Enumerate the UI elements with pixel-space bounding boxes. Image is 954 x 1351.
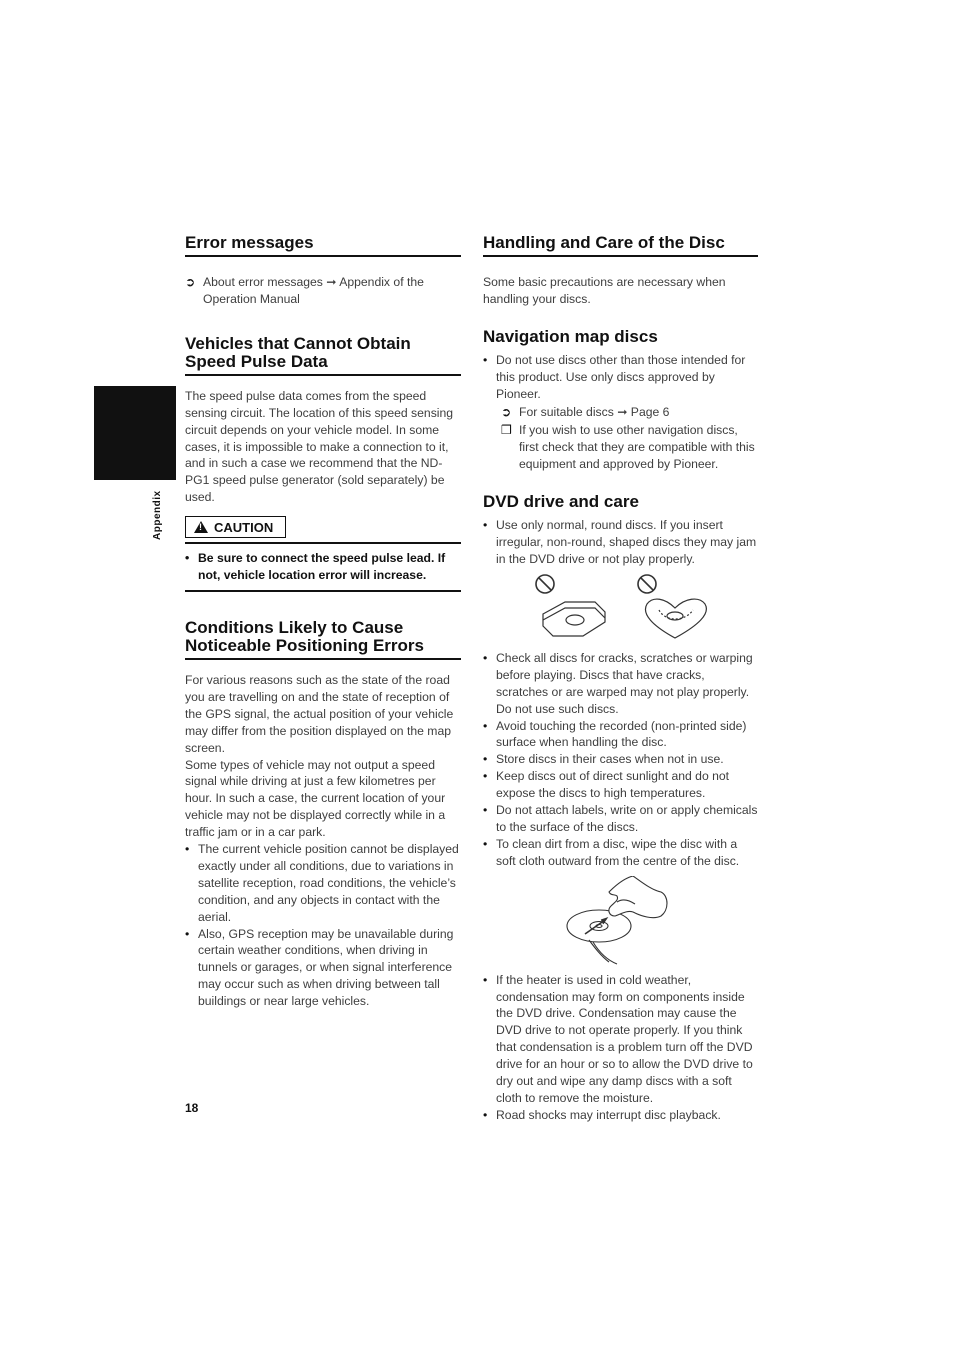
checkbox-icon: ❒ [501, 423, 512, 438]
list-item: • Road shocks may interrupt disc playback. [483, 1107, 758, 1124]
page-number: 18 [185, 1101, 199, 1115]
list-item: • To clean dirt from a disc, wipe the disc with a soft cloth outward from the centre of the disc. [483, 836, 758, 870]
octagon-disc-icon [543, 602, 605, 636]
arrow-icon: ➲ [501, 404, 512, 419]
error-note-text: About error messages ➞ Appendix of the Operation Manual [203, 275, 424, 306]
error-note [185, 274, 461, 308]
list-item: • Keep discs out of direct sunlight and do not expose the discs to high temperatures. [483, 768, 758, 802]
hand-icon [609, 876, 667, 918]
conditions-body-1: For various reasons such as the state of the road you are travelling on and the state of reception of the GPS signal, the actual position of your vehicle may differ from the position displayed on the map screen. [185, 672, 454, 755]
section-tab [94, 386, 176, 480]
list-item: • Check all discs for cracks, scratches or warping before playing. Discs that have cracks, scratches or are warped may not play properly. Do not use such discs. [483, 650, 758, 718]
heart-disc-icon [645, 599, 706, 638]
caution-block [185, 542, 461, 592]
dvd-list-3 [483, 972, 758, 1124]
section-label: Appendix [152, 490, 163, 540]
vehicles-heading: Vehicles that Cannot Obtain Speed Pulse Data [185, 335, 461, 376]
list-item: • Use only normal, round discs. If you insert irregular, non-round, shaped discs they may jam in the DVD drive or not play properly. [483, 517, 758, 568]
arrow-icon: ➲ [185, 275, 196, 289]
nav-sub-note-2: ❒ If you wish to use other navigation discs, first check that they are compatible with this equipment and approved by Pioneer. [501, 423, 755, 472]
left-column [185, 234, 461, 1010]
handling-body: Some basic precautions are necessary when handling your discs. [483, 275, 726, 306]
list-item: • Store discs in their cases when not in use. [483, 751, 758, 768]
conditions-heading: Conditions Likely to Cause Noticeable Positioning Errors [185, 619, 461, 660]
list-item: • Do not attach labels, write on or apply chemicals to the surface of the discs. [483, 802, 758, 836]
nav-sub-note: ➲ For suitable discs ➞ Page 6 [501, 404, 670, 419]
list-item: • The current vehicle position cannot be displayed exactly under all conditions, due to variations in satellite reception, road conditions, the vehicle’s condition, and any objects in contact with the aerial. [185, 841, 461, 926]
prohibited-icon [638, 575, 656, 593]
disc-cleaning-illustration [565, 876, 758, 966]
caution-label [185, 516, 461, 538]
list-item: • Do not use discs other than those intended for this product. Use only discs approved by Pioneer. [483, 352, 758, 403]
list-item: • Also, GPS reception may be unavailable during certain weather conditions, when driving in tunnels or garages, or when signal interference may occur such as when driving between tall buildings or near large vehicles. [185, 926, 461, 1011]
right-column [483, 234, 758, 1124]
error-messages-heading: Error messages [185, 234, 461, 257]
warning-icon: ! [194, 521, 208, 533]
prohibited-icon [536, 575, 554, 593]
nav-list [483, 352, 758, 403]
caution-badge: ! CAUTION [185, 516, 286, 538]
conditions-list [185, 841, 461, 1010]
nav-discs-heading: Navigation map discs [483, 326, 658, 346]
irregular-discs-illustration [535, 574, 758, 646]
list-item: • If the heater is used in cold weather, condensation may form on components inside the DVD drive. Condensation may cause the DVD drive to not operate properly. If you think that condensation is a problem turn off the DVD drive for an hour or so to allow the DVD drive to dry out and wipe any damp discs with a soft cloth to remove the moisture. [483, 972, 758, 1107]
dvd-list-2 [483, 650, 758, 870]
disc-icon [567, 910, 631, 942]
caution-item: • Be sure to connect the speed pulse lead. If not, vehicle location error will increase. [185, 550, 461, 584]
dvd-list-1 [483, 517, 758, 568]
list-item: • Avoid touching the recorded (non-printed side) surface when handling the disc. [483, 718, 758, 752]
handling-heading: Handling and Care of the Disc [483, 234, 758, 257]
dvd-heading: DVD drive and care [483, 492, 639, 512]
vehicles-body: The speed pulse data comes from the speed sensing circuit. The location of this speed sensing circuit depends on your vehicle model. In some cases, it is impossible to make a connection to it, and in such a case we recommend that the ND-PG1 speed pulse generator (sold separately) be used. [185, 388, 454, 505]
conditions-body-2: Some types of vehicle may not output a speed signal while driving at just a few kilometres per hour. In such a case, the current location of your vehicle may not be displayed correctly while in a traffic jam or in a car park. [185, 757, 446, 840]
